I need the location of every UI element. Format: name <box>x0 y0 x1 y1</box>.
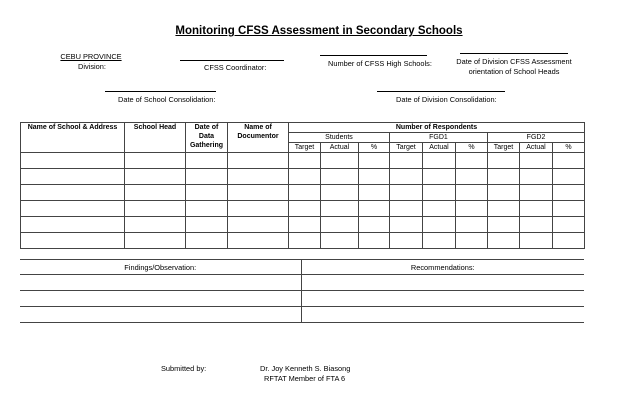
findings-cell[interactable] <box>20 275 301 291</box>
table-cell[interactable] <box>553 153 585 169</box>
table-cell[interactable] <box>125 153 186 169</box>
header-documentor: Name of Documentor <box>228 123 289 153</box>
table-cell[interactable] <box>390 169 423 185</box>
table-cell[interactable] <box>228 201 289 217</box>
table-cell[interactable] <box>359 185 390 201</box>
findings-label: Findings/Observation: <box>20 260 301 275</box>
table-cell[interactable] <box>21 233 125 249</box>
table-cell[interactable] <box>520 201 553 217</box>
table-cell[interactable] <box>520 153 553 169</box>
table-cell[interactable] <box>520 233 553 249</box>
table-cell[interactable] <box>390 217 423 233</box>
table-cell[interactable] <box>456 153 488 169</box>
recommendations-label: Recommendations: <box>301 260 584 275</box>
division-label: Division: <box>78 62 106 71</box>
recommendations-cell[interactable] <box>301 307 584 323</box>
table-cell[interactable] <box>553 201 585 217</box>
table-row <box>21 169 585 185</box>
table-cell[interactable] <box>289 217 321 233</box>
recommendations-cell[interactable] <box>301 291 584 307</box>
table-cell[interactable] <box>359 201 390 217</box>
group-fgd2: FGD2 <box>488 133 585 143</box>
table-cell[interactable] <box>456 217 488 233</box>
table-row <box>21 233 585 249</box>
table-cell[interactable] <box>553 217 585 233</box>
table-cell[interactable] <box>423 233 456 249</box>
page-title: Monitoring CFSS Assessment in Secondary Schools <box>175 25 463 37</box>
table-cell[interactable] <box>321 169 359 185</box>
table-cell[interactable] <box>125 169 186 185</box>
subcol-actual: Actual <box>321 143 359 153</box>
table-cell[interactable] <box>289 201 321 217</box>
table-cell[interactable] <box>21 169 125 185</box>
table-cell[interactable] <box>289 185 321 201</box>
table-cell[interactable] <box>359 233 390 249</box>
table-cell[interactable] <box>321 185 359 201</box>
subcol-percent: % <box>359 143 390 153</box>
header-respondents: Number of Respondents <box>289 123 585 133</box>
table-cell[interactable] <box>186 201 228 217</box>
division-consolidation-label: Date of Division Consolidation: <box>396 95 497 104</box>
table-cell[interactable] <box>423 153 456 169</box>
table-cell[interactable] <box>553 233 585 249</box>
subcol-target: Target <box>289 143 321 153</box>
findings-table <box>20 259 584 323</box>
table-cell[interactable] <box>390 185 423 201</box>
monitoring-table <box>20 122 585 249</box>
table-cell[interactable] <box>456 233 488 249</box>
table-cell[interactable] <box>321 217 359 233</box>
table-cell[interactable] <box>228 185 289 201</box>
table-row <box>21 201 585 217</box>
submitter-position: RFTAT Member of FTA 6 <box>264 374 346 383</box>
table-cell[interactable] <box>390 233 423 249</box>
table-cell[interactable] <box>488 217 520 233</box>
header-date-gathering: Date of Data Gathering <box>186 123 228 153</box>
table-cell[interactable] <box>125 233 186 249</box>
table-cell[interactable] <box>21 185 125 201</box>
table-cell[interactable] <box>520 185 553 201</box>
table-cell[interactable] <box>289 153 321 169</box>
subcol-target: Target <box>488 143 520 153</box>
subcol-percent: % <box>456 143 488 153</box>
division-consolidation-line <box>377 91 505 92</box>
table-cell[interactable] <box>359 153 390 169</box>
submitter-name: Dr. Joy Kenneth S. Biasong <box>260 364 351 373</box>
table-cell[interactable] <box>488 233 520 249</box>
table-cell[interactable] <box>186 233 228 249</box>
table-cell[interactable] <box>359 169 390 185</box>
table-cell[interactable] <box>21 201 125 217</box>
table-cell[interactable] <box>520 169 553 185</box>
table-cell[interactable] <box>186 217 228 233</box>
table-cell[interactable] <box>21 153 125 169</box>
table-cell[interactable] <box>456 201 488 217</box>
table-cell[interactable] <box>186 169 228 185</box>
group-students: Students <box>289 133 390 143</box>
table-cell[interactable] <box>553 185 585 201</box>
table-cell[interactable] <box>186 153 228 169</box>
table-cell[interactable] <box>488 169 520 185</box>
table-cell[interactable] <box>125 217 186 233</box>
province-name: CEBU PROVINCE <box>60 52 122 61</box>
table-cell[interactable] <box>289 233 321 249</box>
table-cell[interactable] <box>289 169 321 185</box>
high-schools-line <box>320 55 427 56</box>
table-cell[interactable] <box>186 185 228 201</box>
school-consolidation-label: Date of School Consolidation: <box>118 95 216 104</box>
findings-cell[interactable] <box>20 291 301 307</box>
table-cell[interactable] <box>423 185 456 201</box>
group-fgd1: FGD1 <box>390 133 488 143</box>
table-cell[interactable] <box>228 153 289 169</box>
table-cell[interactable] <box>488 185 520 201</box>
coordinator-label: CFSS Coordinator: <box>204 63 267 72</box>
table-cell[interactable] <box>488 201 520 217</box>
subcol-actual: Actual <box>423 143 456 153</box>
findings-cell[interactable] <box>20 307 301 323</box>
table-cell[interactable] <box>423 217 456 233</box>
table-row <box>21 217 585 233</box>
table-cell[interactable] <box>228 217 289 233</box>
subcol-target: Target <box>390 143 423 153</box>
table-row <box>21 185 585 201</box>
table-cell[interactable] <box>456 185 488 201</box>
coordinator-line <box>180 60 284 61</box>
table-cell[interactable] <box>321 153 359 169</box>
division-assessment-line <box>460 53 568 54</box>
table-cell[interactable] <box>456 169 488 185</box>
table-cell[interactable] <box>228 169 289 185</box>
table-cell[interactable] <box>321 201 359 217</box>
table-cell[interactable] <box>553 169 585 185</box>
table-cell[interactable] <box>125 201 186 217</box>
subcol-actual: Actual <box>520 143 553 153</box>
table-cell[interactable] <box>359 217 390 233</box>
division-assessment-label-1: Date of Division CFSS Assessment <box>456 57 572 66</box>
table-cell[interactable] <box>321 233 359 249</box>
submitted-label: Submitted by: <box>161 364 207 373</box>
recommendations-cell[interactable] <box>301 275 584 291</box>
header-school-head: School Head <box>125 123 186 153</box>
table-cell[interactable] <box>423 201 456 217</box>
table-cell[interactable] <box>390 201 423 217</box>
division-assessment-label-2: orientation of School Heads <box>468 67 560 76</box>
school-consolidation-line <box>105 91 216 92</box>
high-schools-label: Number of CFSS High Schools: <box>328 59 432 68</box>
table-cell[interactable] <box>21 217 125 233</box>
table-cell[interactable] <box>390 153 423 169</box>
table-cell[interactable] <box>423 169 456 185</box>
table-cell[interactable] <box>488 153 520 169</box>
table-row <box>21 153 585 169</box>
header-school: Name of School & Address <box>21 123 125 153</box>
table-cell[interactable] <box>520 217 553 233</box>
table-cell[interactable] <box>125 185 186 201</box>
table-cell[interactable] <box>228 233 289 249</box>
subcol-percent: % <box>553 143 585 153</box>
